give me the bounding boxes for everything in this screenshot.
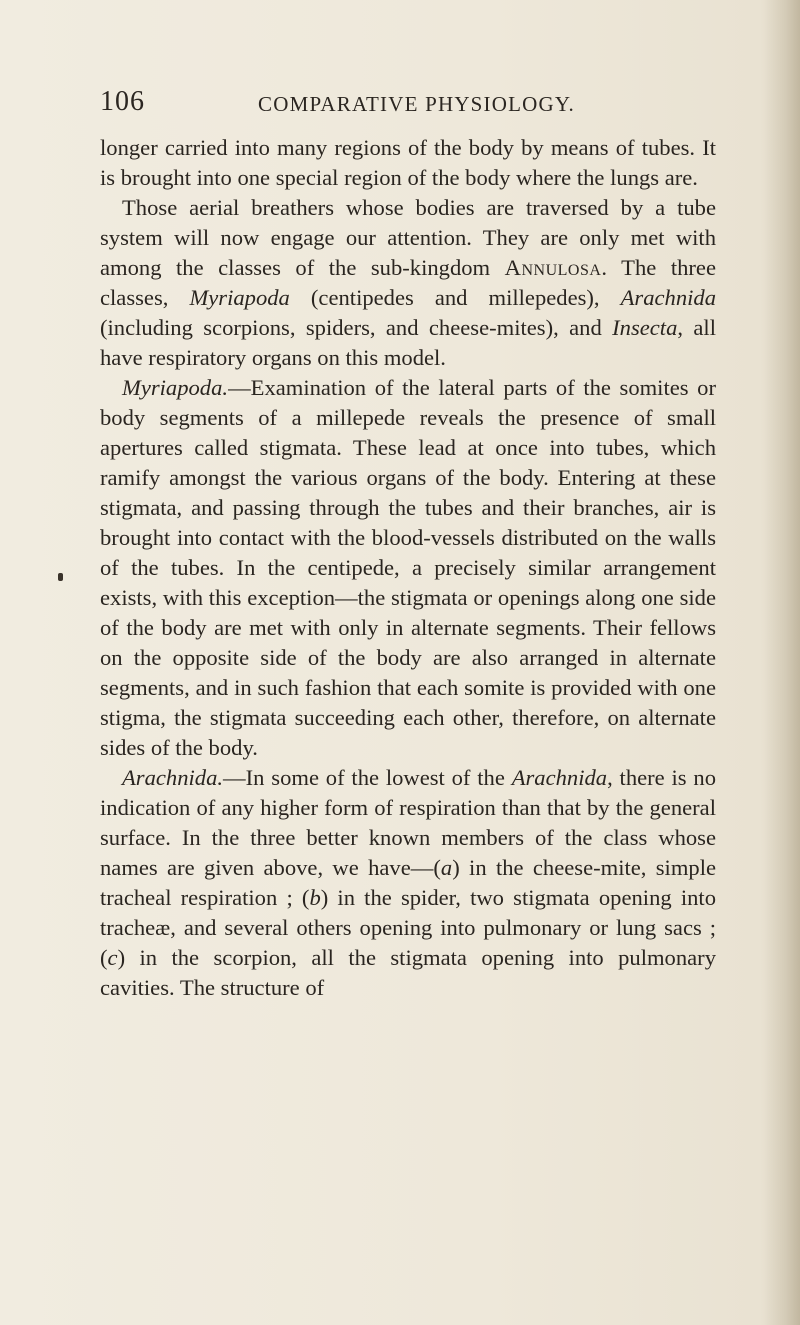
paragraph-1-text: longer carried into many regions of the body by means of tubes. It is brought into one special region of the body where the lungs are. [100, 135, 716, 190]
p2-insecta: Insecta [612, 315, 678, 340]
paragraph-2 [100, 193, 716, 373]
running-head [100, 86, 720, 116]
p4-text-4: ) in the spider, two stigmata opening into tracheæ, and several others opening into pulmonary or lung sacs ; ( [100, 885, 716, 970]
p2-annulosa: Annulosa [504, 255, 602, 280]
p2-arachnida: Arachnida [620, 285, 717, 310]
paragraph-1 [100, 133, 716, 193]
running-title: COMPARATIVE PHYSIOLOGY. [258, 92, 575, 116]
p3-text: —Examination of the lateral parts of the somites or body segments of a millepede reveals the presence of small apertures called stigmata. These lead at once into tubes, which ramify amongst the various organs of the body. Entering at these stigmata, and passing through the tubes and their branches, air is brought into contact with the blood-vessels distributed on the walls of the tubes. In the centipede, a precisely similar arrangement exists, with this exception—the stigmata or openings along one side of the body are met with only in alternate segments. Their fellows on the opposite side of the body are also arranged in alternate segments, and in such fashion that each somite is provided with one stigma, the stigmata succeeding each other, therefore, on alternate sides of the body. [100, 375, 716, 760]
p4-arachnida: Arachnida [511, 765, 608, 790]
p2-text-2: . The three classes, [100, 255, 716, 310]
p4-text-3: ) in the cheese-mite, simple tracheal respiration ; ( [100, 855, 717, 910]
body-text [100, 133, 716, 1003]
p4-letter-a: a [440, 855, 453, 880]
p4-text-5: ) in the scorpion, all the stigmata opening into pulmonary cavities. The structure of [100, 945, 716, 1000]
p2-text-5: , all have respiratory organs on this model. [100, 315, 716, 370]
margin-mark [58, 573, 63, 581]
p4-letter-c: c [107, 945, 118, 970]
p4-heading: Arachnida. [122, 765, 224, 790]
p4-letter-b: b [309, 885, 321, 910]
p2-myriapoda: Myriapoda [189, 285, 290, 310]
p2-text-4: (including scorpions, spiders, and cheese-mites), and [100, 315, 613, 340]
paragraph-4 [100, 763, 716, 1003]
page-number: 106 [100, 86, 145, 117]
p2-text-3: (centipedes and millepedes), [289, 285, 621, 310]
p4-text-1: —In some of the lowest of the [223, 765, 512, 790]
paragraph-3 [100, 373, 716, 763]
p3-heading: Myriapoda. [122, 375, 229, 400]
p2-text-1: Those aerial breathers whose bodies are traversed by a tube system will now engage our attention. They are only met with among the classes of the sub-kingdom [100, 195, 716, 280]
page-edge-shadow [764, 0, 800, 1325]
p4-text-2: , there is no indication of any higher form of respiration than that by the general surface. In the three better known members of the class whose names are given above, we have—( [100, 765, 716, 880]
